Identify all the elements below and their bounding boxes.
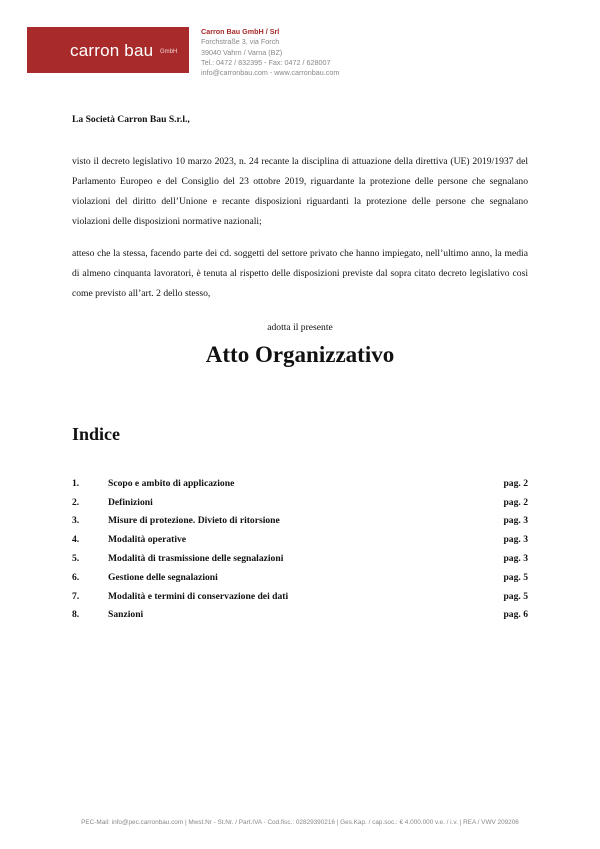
logo-text: carron bau <box>70 41 154 60</box>
toc-item[interactable] <box>72 530 528 549</box>
toc-number: 5. <box>72 553 80 565</box>
company-address: Forchstraße 3, via Forch <box>201 37 280 47</box>
toc-page: pag. 2 <box>503 496 528 508</box>
toc-item[interactable] <box>72 606 528 625</box>
toc-number: 3. <box>72 515 80 527</box>
toc-title: Scopo e ambito di applicazione <box>108 477 235 489</box>
index-heading: Indice <box>72 424 121 444</box>
table-of-contents <box>72 474 528 624</box>
toc-page: pag. 5 <box>503 571 528 583</box>
company-name: Carron Bau GmbH / Srl <box>201 27 280 36</box>
toc-item[interactable] <box>72 568 528 587</box>
toc-number: 4. <box>72 534 80 546</box>
toc-item[interactable] <box>72 474 528 493</box>
toc-page: pag. 3 <box>503 534 528 546</box>
toc-title: Sanzioni <box>108 609 144 621</box>
toc-title: Modalità e termini di conservazione dei dati <box>108 590 289 602</box>
toc-number: 1. <box>72 477 80 489</box>
paragraph-atteso: atteso che la stessa, facendo parte dei cd. soggetti del settore privato che hanno impiegato, nell’ultimo anno, la media di almeno cinquanta lavoratori, è tenuta al rispetto delle disposizioni previste dal sopra citato decreto legislativo così come previsto all’art. 2 dello stesso, <box>72 248 528 299</box>
addressee: La Società Carron Bau S.r.l., <box>72 114 190 125</box>
toc-title: Gestione delle segnalazioni <box>108 571 218 583</box>
toc-page: pag. 6 <box>503 609 528 621</box>
toc-number: 6. <box>72 571 80 583</box>
toc-page: pag. 3 <box>503 553 528 565</box>
toc-item[interactable] <box>72 549 528 568</box>
paragraph-visto: visto il decreto legislativo 10 marzo 2023, n. 24 recante la disciplina di attuazione della direttiva (UE) 2019/1937 del Parlamento Europeo e del Consiglio del 23 ottobre 2019, riguardante la protezione delle persone che segnalano violazioni del diritto dell’Unione e recante disposizioni riguardanti la protezione delle persone che segnalano violazioni delle disposizioni normative nazionali; <box>72 156 528 227</box>
page-footer: PEC-Mail: info@pec.carronbau.com | Mwst.Nr - St.Nr. / Part.IVA - Cod.fisc.: 02829390216 | Ges.Kap. / cap.soc.: € 4.000.000 v.e. / i.v. | REA / VWV 209206 <box>81 819 519 826</box>
logo-subtext: GmbH <box>160 49 178 55</box>
toc-number: 7. <box>72 590 80 602</box>
company-info <box>201 27 339 78</box>
company-phone: Tel.: 0472 / 832395 - Fax: 0472 / 628007 <box>201 57 331 67</box>
adotta-text: adotta il presente <box>267 322 333 333</box>
toc-page: pag. 2 <box>503 477 528 489</box>
toc-title: Misure di protezione. Divieto di ritorsione <box>108 515 280 527</box>
toc-page: pag. 3 <box>503 515 528 527</box>
toc-title: Definizioni <box>108 496 153 508</box>
toc-number: 8. <box>72 609 80 621</box>
company-logo <box>27 27 189 73</box>
toc-page: pag. 5 <box>503 590 528 602</box>
toc-title: Modalità di trasmissione delle segnalazioni <box>108 553 284 565</box>
toc-item[interactable] <box>72 512 528 531</box>
toc-item[interactable] <box>72 493 528 512</box>
company-contact: info@carronbau.com - www.carronbau.com <box>201 68 340 78</box>
company-city: 39040 Vahrn / Varna (BZ) <box>201 47 283 57</box>
document-title: Atto Organizzativo <box>205 342 395 367</box>
toc-item[interactable] <box>72 587 528 606</box>
toc-title: Modalità operative <box>108 534 187 546</box>
toc-number: 2. <box>72 496 80 508</box>
